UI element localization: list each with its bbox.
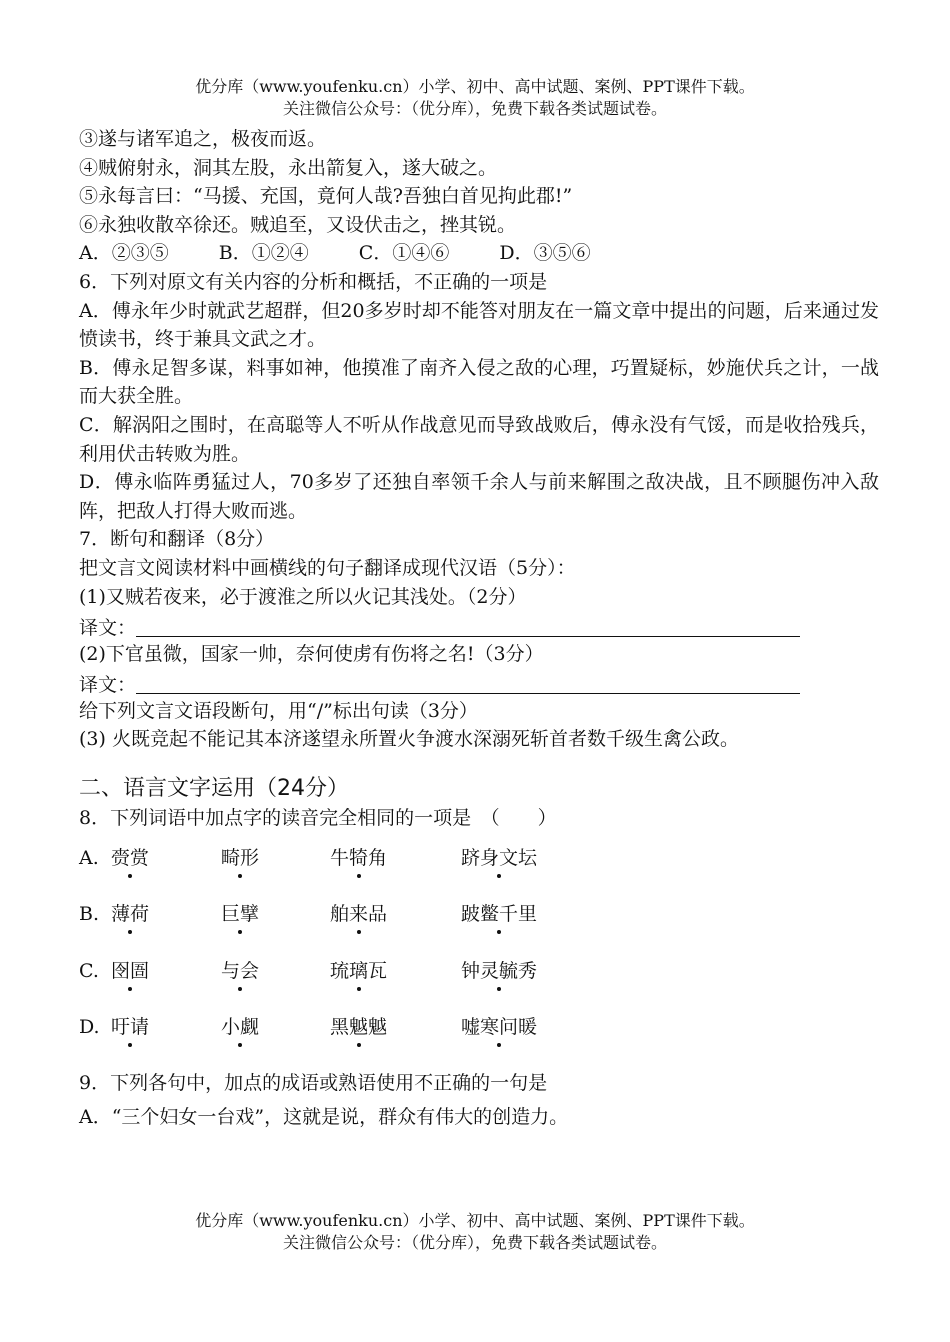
word-2 <box>221 1012 330 1042</box>
q7-punctuation-intro: 给下列文言文语段断句，用“/”标出句读（3分） <box>79 699 478 722</box>
row-label: A. <box>79 846 99 869</box>
answer-blank[interactable] <box>136 692 800 694</box>
word-1 <box>111 899 221 929</box>
exam-content <box>79 125 879 1132</box>
item-3: ③遂与诸军追之，极夜而返。 <box>79 128 327 150</box>
q7-sentence-2: (2)下官虽微，国家一帅，奈何使虏有伤将之名!（3分） <box>79 642 544 665</box>
word-1 <box>111 843 221 873</box>
dotted-word: 跛鳖千里 <box>461 903 538 926</box>
header-line-1: 优分库（www.youfenku.cn）小学、初中、高中试题、案例、PPT课件下载。 <box>195 77 755 96</box>
word-4 <box>461 956 621 986</box>
q5-option-a: A．②③⑤ <box>79 242 169 265</box>
footer-line-1: 优分库（www.youfenku.cn）小学、初中、高中试题、案例、PPT课件下载。 <box>195 1211 755 1230</box>
q8-row-a <box>79 843 879 900</box>
q7-sentence-1: (1)又贼若夜来，必于渡淮之所以火记其浅处。（2分） <box>79 585 527 608</box>
word-3 <box>330 1012 461 1042</box>
q5-option-b: B．①②④ <box>218 242 309 265</box>
translation-label: 译文： <box>79 616 137 639</box>
dotted-word: 薄荷 <box>111 903 150 926</box>
page-footer <box>0 1210 950 1254</box>
dotted-word: 牛犄角 <box>330 846 388 869</box>
dotted-word: 吁请 <box>111 1016 150 1039</box>
word-4 <box>461 1012 621 1042</box>
q6-option-d: D．傅永临阵勇猛过人，70多岁了还独自率领千余人与前来解围之敌决战，且不顾腿伤冲入敌阵，把敌人打得大败而逃。 <box>79 471 879 522</box>
word-2 <box>221 956 330 986</box>
q6-stem: 6．下列对原文有关内容的分析和概括，不正确的一项是 <box>79 270 548 293</box>
dotted-word: 钟灵毓秀 <box>461 959 538 982</box>
dotted-word: 畸形 <box>221 846 260 869</box>
word-1 <box>111 956 221 986</box>
dotted-word: 与会 <box>221 959 260 982</box>
dotted-word: 跻身文坛 <box>461 846 538 869</box>
dotted-word: 琉璃瓦 <box>330 959 388 982</box>
dotted-word: 巨擘 <box>221 903 260 926</box>
translation-line-2[interactable] <box>79 668 879 697</box>
translation-label: 译文： <box>79 673 137 696</box>
translation-line-1[interactable] <box>79 611 879 640</box>
q6-option-c: C．解涡阳之围时，在高聪等人不听从作战意见而导致战败后，傅永没有气馁，而是收拾残兵，利用伏击转败为胜。 <box>79 413 879 465</box>
word-3 <box>330 843 461 873</box>
word-4 <box>461 899 621 929</box>
row-label: D. <box>79 1016 100 1039</box>
item-6: ⑥永独收散卒徐还。贼追至，又设伏击之，挫其锐。 <box>79 213 517 236</box>
q9-option-a: A．“三个妇女一台戏”，这就是说，群众有伟大的创造力。 <box>79 1106 569 1129</box>
q8-row-d <box>79 1012 879 1069</box>
section-2-title: 二、语言文字运用（24分） <box>79 776 349 802</box>
header-line-2: 关注微信公众号：（优分库），免费下载各类试题试卷。 <box>282 99 667 118</box>
q5-option-c: C．①④⑥ <box>358 242 450 265</box>
q6-option-a: A．傅永年少时就武艺超群，但20多岁时却不能答对朋友在一篇文章中提出的问题，后来通过发愤读书，终于兼具文武之才。 <box>79 299 879 351</box>
dotted-word: 小觑 <box>221 1016 260 1039</box>
item-4: ④贼俯射永，洞其左股，永出箭复入，遂大破之。 <box>79 156 498 179</box>
q8-row-c <box>79 956 879 1013</box>
dotted-word: 黑魆魆 <box>330 1016 388 1039</box>
word-2 <box>221 843 330 873</box>
q6-option-b: B．傅永足智多谋，料事如神，他摸准了南齐入侵之敌的心理，巧置疑标，妙施伏兵之计，一战而大获全胜。 <box>79 356 879 408</box>
word-4 <box>461 843 621 873</box>
dotted-word: 赍赏 <box>111 846 150 869</box>
q5-option-d: D．③⑤⑥ <box>499 242 591 265</box>
item-5: ⑤永每言曰：“马援、充国，竟何人哉?吾独白首见拘此郡!” <box>79 185 573 208</box>
dotted-word: 舶来品 <box>330 903 388 926</box>
word-1 <box>111 1012 221 1042</box>
q7-intro: 把文言文阅读材料中画横线的句子翻译成现代汉语（5分）： <box>79 556 576 579</box>
row-label: B. <box>79 903 100 926</box>
q9-stem: 9．下列各句中，加点的成语或熟语使用不正确的一句是 <box>79 1071 548 1094</box>
q5-options <box>79 239 879 268</box>
q7-stem: 7．断句和翻译（8分） <box>79 528 275 551</box>
dotted-word: 囹圄 <box>111 959 150 982</box>
word-3 <box>330 956 461 986</box>
word-2 <box>221 899 330 929</box>
answer-blank[interactable] <box>136 635 800 637</box>
dotted-word: 嘘寒问暖 <box>461 1016 538 1039</box>
q8-row-b <box>79 899 879 956</box>
row-label: C. <box>79 959 99 982</box>
footer-line-2: 关注微信公众号：（优分库），免费下载各类试题试卷。 <box>282 1233 667 1252</box>
word-3 <box>330 899 461 929</box>
q8-stem: 8．下列词语中加点字的读音完全相同的一项是 （ ） <box>79 807 557 830</box>
page-header <box>0 76 950 120</box>
q7-sentence-3: (3) 火既竞起不能记其本济遂望永所置火争渡水深溺死斩首者数千级生禽公政。 <box>79 728 739 751</box>
